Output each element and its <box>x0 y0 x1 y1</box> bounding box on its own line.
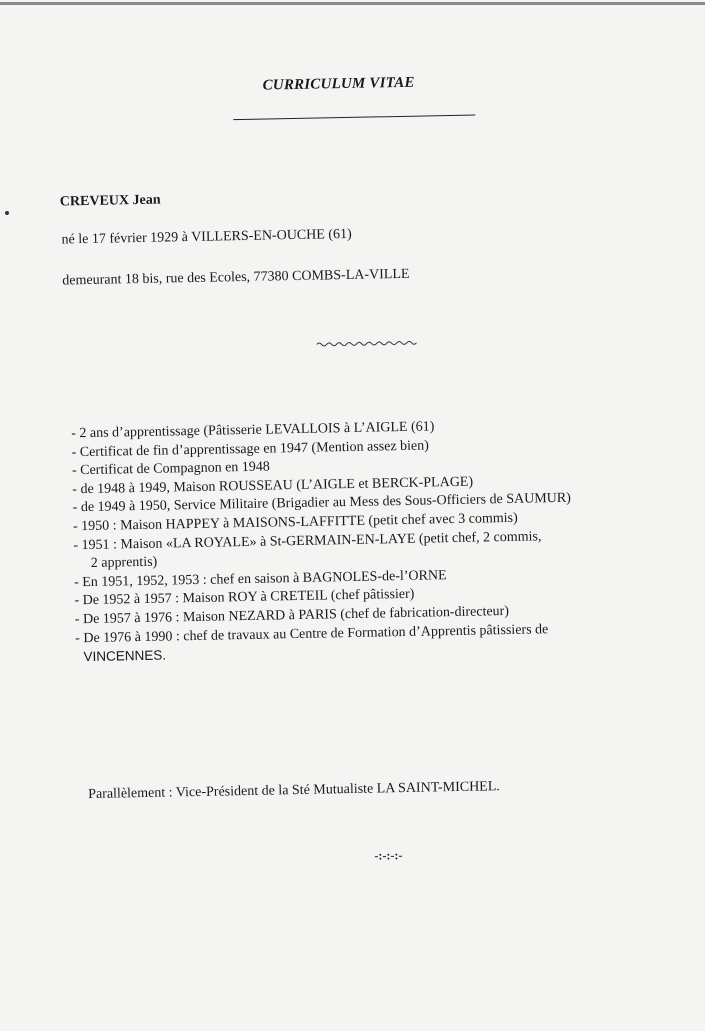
end-mark: -:-:-:- <box>374 848 403 863</box>
career-item: - 1951 : Maison «LA ROYALE» à St-GERMAIN-EN-LAYE (petit chef, 2 commis, <box>73 528 542 553</box>
career-item: - De 1957 à 1976 : Maison NEZARD à PARIS (chef de fabrication-directeur) <box>74 603 510 628</box>
person-name: CREVEUX Jean <box>59 192 161 210</box>
wavy-separator <box>317 339 417 349</box>
address-line: demeurant 18 bis, rue des Ecoles, 77380 COMBS-LA-VILLE <box>62 266 410 289</box>
career-item-continuation: 2 apprentis) <box>90 554 158 572</box>
career-item: - 1950 : Maison HAPPEY à MAISONS-LAFFITTE (petit chef avec 3 commis) <box>72 510 518 535</box>
birth-line: né le 17 février 1929 à VILLERS-EN-OUCHE (61) <box>61 226 352 248</box>
career-list <box>71 414 656 667</box>
career-item: - En 1951, 1952, 1953 : chef en saison à BAGNOLES-de-l’ORNE <box>74 567 447 591</box>
career-item: - Certificat de fin d’apprentissage en 1947 (Mention assez bien) <box>71 438 430 460</box>
career-item: - de 1949 à 1950, Service Militaire (Brigadier au Mess des Sous-Officiers de SAUMUR) <box>72 491 571 516</box>
wavy-separator-text: ~~~~~~~~~~ <box>316 340 322 342</box>
title-underline <box>233 115 475 121</box>
career-item: - Certificat de Compagnon en 1948 <box>71 459 271 479</box>
career-item: - De 1952 à 1957 : Maison ROY à CRETEIL (chef pâtissier) <box>74 587 415 609</box>
career-item: - de 1948 à 1949, Maison ROUSSEAU (L’AIGLE et BERCK-PLAGE) <box>72 474 474 498</box>
parallel-role: Parallèlement : Vice-Président de la Sté Mutualiste LA SAINT-MICHEL. <box>88 779 500 803</box>
career-item-continuation: VINCENNES. <box>83 647 167 665</box>
career-item: - De 1976 à 1990 : chef de travaux au Centre de Formation d’Apprentis pâtissiers de <box>75 621 549 646</box>
document-title: CURRICULUM VITAE <box>262 74 415 94</box>
career-item: - 2 ans d’apprentissage (Pâtisserie LEVALLOIS à L’AIGLE (61) <box>71 419 435 442</box>
